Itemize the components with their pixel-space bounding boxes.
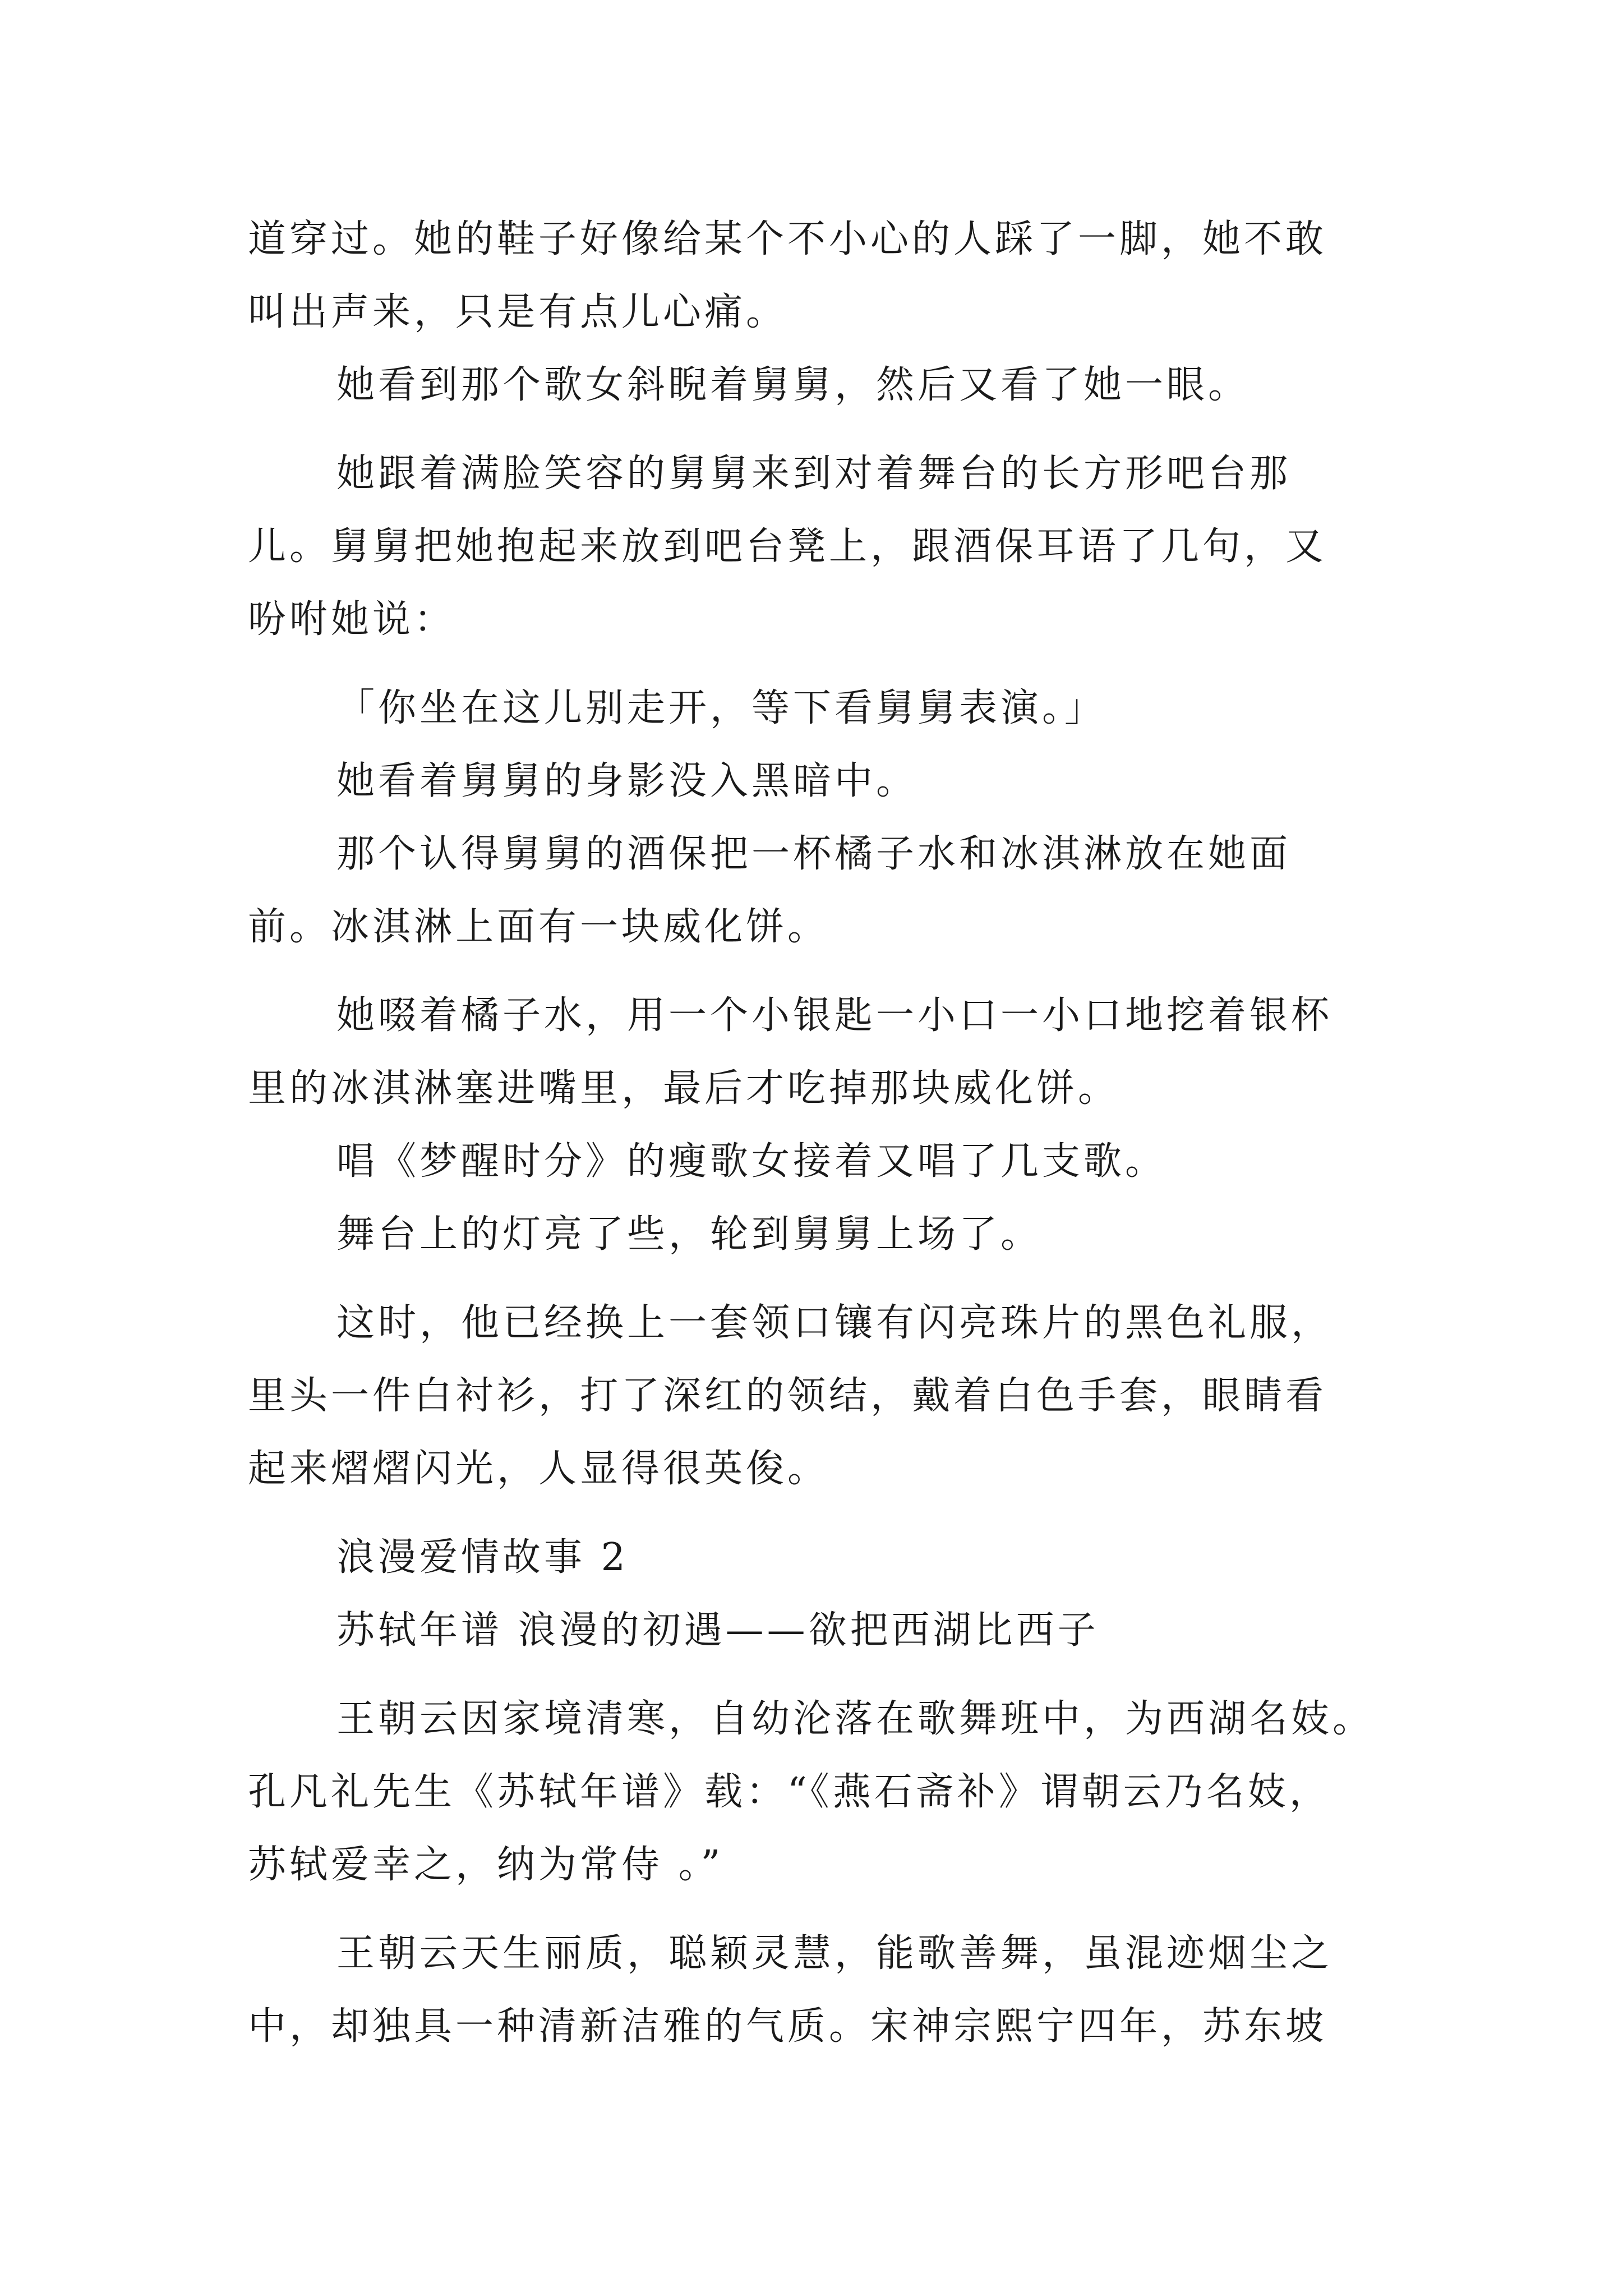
text-line: 她看到那个歌女斜睨着舅舅，然后又看了她一眼。 <box>336 363 1250 407</box>
text-line: 叫出声来，只是有点儿心痛。 <box>248 290 788 334</box>
text-line: 起来熠熠闪光，人显得很英俊。 <box>248 1447 829 1491</box>
text-line: 里的冰淇淋塞进嘴里，最后才吃掉那块威化饼。 <box>248 1066 1120 1111</box>
text-line: 那个认得舅舅的酒保把一杯橘子水和冰淇淋放在她面 <box>336 832 1292 876</box>
text-line: 她跟着满脸笑容的舅舅来到对着舞台的长方形吧台那 <box>336 452 1292 496</box>
text-line: 吩咐她说： <box>248 597 456 642</box>
text-line: 舞台上的灯亮了些，轮到舅舅上场了。 <box>336 1212 1043 1257</box>
section-heading: 浪漫爱情故事 2 <box>336 1535 629 1580</box>
text-line: 她啜着橘子水，用一个小银匙一小口一小口地挖着银杯 <box>336 993 1333 1038</box>
text-line: 这时，他已经换上一套领口镶有闪亮珠片的黑色礼服， <box>336 1301 1333 1345</box>
text-line: 「你坐在这儿别走开，等下看舅舅表演。」 <box>336 686 1106 730</box>
text-line: 王朝云天生丽质，聪颖灵慧，能歌善舞，虽混迹烟尘之 <box>336 1931 1333 1976</box>
text-line: 苏轼爱幸之，纳为常侍 。” <box>248 1843 724 1887</box>
text-line: 道穿过。她的鞋子好像给某个不小心的人踩了一脚，她不敢 <box>248 217 1327 261</box>
text-line: 她看着舅舅的身影没入黑暗中。 <box>336 759 918 803</box>
text-line: 里头一件白衬衫，打了深红的领结，戴着白色手套，眼睛看 <box>248 1374 1327 1418</box>
text-line: 中，却独具一种清新洁雅的气质。宋神宗熙宁四年，苏东坡 <box>248 2004 1327 2049</box>
text-line: 王朝云因家境清寒，自幼沦落在歌舞班中，为西湖名妓。 <box>336 1697 1375 1741</box>
section-subheading: 苏轼年谱 浪漫的初遇——欲把西湖比西子 <box>336 1608 1099 1653</box>
text-line: 儿。舅舅把她抱起来放到吧台凳上，跟酒保耳语了几句，又 <box>248 524 1327 569</box>
text-line: 前。冰淇淋上面有一块威化饼。 <box>248 905 829 949</box>
text-line: 孔凡礼先生《苏轼年谱》载：“《燕石斋补》谓朝云乃名妓， <box>248 1770 1331 1814</box>
text-line: 唱《梦醒时分》的瘦歌女接着又唱了几支歌。 <box>336 1139 1167 1184</box>
